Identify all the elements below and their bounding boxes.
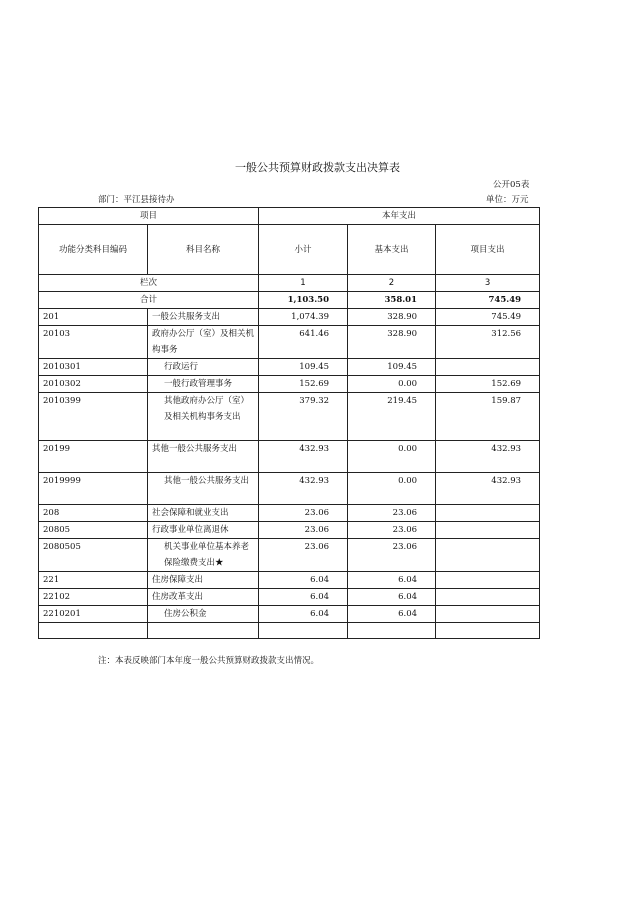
row-basic: 219.45 bbox=[348, 393, 436, 441]
header-project: 项目 bbox=[39, 208, 259, 225]
row-project: 432.93 bbox=[436, 473, 540, 505]
form-number: 公开05表 bbox=[493, 180, 530, 190]
unit-label: 单位：万元 bbox=[486, 195, 529, 205]
row-subtotal: 6.04 bbox=[259, 589, 348, 606]
row-subtotal: 152.69 bbox=[259, 376, 348, 393]
header-code: 功能分类科目编码 bbox=[39, 225, 148, 275]
row-subtotal: 23.06 bbox=[259, 522, 348, 539]
row-subtotal: 1,074.39 bbox=[259, 309, 348, 326]
empty-cell bbox=[348, 623, 436, 639]
row-subtotal: 432.93 bbox=[259, 441, 348, 473]
empty-cell bbox=[259, 623, 348, 639]
row-basic: 6.04 bbox=[348, 589, 436, 606]
row-name: 一般行政管理事务 bbox=[148, 376, 259, 393]
row-basic: 0.00 bbox=[348, 441, 436, 473]
empty-cell bbox=[148, 623, 259, 639]
table-row bbox=[39, 473, 540, 505]
row-code: 2010399 bbox=[39, 393, 148, 441]
row-code: 2080505 bbox=[39, 539, 148, 572]
row-name: 住房公积金 bbox=[148, 606, 259, 623]
total-project: 745.49 bbox=[436, 292, 540, 309]
row-name: 住房保障支出 bbox=[148, 572, 259, 589]
row-name: 住房改革支出 bbox=[148, 589, 259, 606]
table-row bbox=[39, 359, 540, 376]
row-name: 其他一般公共服务支出 bbox=[148, 473, 259, 505]
table-row bbox=[39, 572, 540, 589]
row-code: 2010301 bbox=[39, 359, 148, 376]
row-project bbox=[436, 359, 540, 376]
row-name: 社会保障和就业支出 bbox=[148, 505, 259, 522]
row-code: 22102 bbox=[39, 589, 148, 606]
row-name: 政府办公厅（室）及相关机构事务 bbox=[148, 326, 259, 359]
total-row bbox=[39, 292, 540, 309]
col-index-1: 1 bbox=[259, 275, 348, 292]
table-row bbox=[39, 522, 540, 539]
empty-row bbox=[39, 623, 540, 639]
header-basic: 基本支出 bbox=[348, 225, 436, 275]
row-basic: 6.04 bbox=[348, 572, 436, 589]
row-basic: 328.90 bbox=[348, 309, 436, 326]
row-project bbox=[436, 522, 540, 539]
header-name: 科目名称 bbox=[148, 225, 259, 275]
row-subtotal: 6.04 bbox=[259, 606, 348, 623]
expenditure-table bbox=[38, 207, 540, 639]
row-name: 机关事业单位基本养老保险缴费支出★ bbox=[148, 539, 259, 572]
row-code: 20805 bbox=[39, 522, 148, 539]
col-index-label: 栏次 bbox=[39, 275, 259, 292]
page-title: 一般公共预算财政拨款支出决算表 bbox=[235, 161, 400, 174]
row-subtotal: 23.06 bbox=[259, 505, 348, 522]
table-row bbox=[39, 309, 540, 326]
row-project: 159.87 bbox=[436, 393, 540, 441]
row-basic: 23.06 bbox=[348, 505, 436, 522]
table-row bbox=[39, 376, 540, 393]
row-project: 745.49 bbox=[436, 309, 540, 326]
header-project-exp: 项目支出 bbox=[436, 225, 540, 275]
row-project bbox=[436, 589, 540, 606]
col-index-2: 2 bbox=[348, 275, 436, 292]
header-current-year: 本年支出 bbox=[259, 208, 540, 225]
row-project bbox=[436, 505, 540, 522]
department-label: 部门：平江县接待办 bbox=[98, 195, 175, 205]
row-name: 行政事业单位离退休 bbox=[148, 522, 259, 539]
row-project bbox=[436, 539, 540, 572]
empty-cell bbox=[436, 623, 540, 639]
row-subtotal: 641.46 bbox=[259, 326, 348, 359]
table-row bbox=[39, 589, 540, 606]
row-code: 201 bbox=[39, 309, 148, 326]
row-project: 432.93 bbox=[436, 441, 540, 473]
row-code: 2019999 bbox=[39, 473, 148, 505]
row-subtotal: 109.45 bbox=[259, 359, 348, 376]
row-code: 2010302 bbox=[39, 376, 148, 393]
row-basic: 6.04 bbox=[348, 606, 436, 623]
table-row bbox=[39, 505, 540, 522]
table-row bbox=[39, 539, 540, 572]
row-basic: 23.06 bbox=[348, 522, 436, 539]
table-row bbox=[39, 393, 540, 441]
table-row bbox=[39, 606, 540, 623]
row-subtotal: 432.93 bbox=[259, 473, 348, 505]
row-name: 一般公共服务支出 bbox=[148, 309, 259, 326]
row-basic: 23.06 bbox=[348, 539, 436, 572]
table-row bbox=[39, 441, 540, 473]
total-basic: 358.01 bbox=[348, 292, 436, 309]
row-code: 20199 bbox=[39, 441, 148, 473]
row-subtotal: 379.32 bbox=[259, 393, 348, 441]
table-row bbox=[39, 326, 540, 359]
header-subtotal: 小计 bbox=[259, 225, 348, 275]
row-project: 152.69 bbox=[436, 376, 540, 393]
total-subtotal: 1,103.50 bbox=[259, 292, 348, 309]
row-name: 其他政府办公厅（室）及相关机构事务支出 bbox=[148, 393, 259, 441]
total-label: 合计 bbox=[39, 292, 259, 309]
row-project: 312.56 bbox=[436, 326, 540, 359]
row-basic: 109.45 bbox=[348, 359, 436, 376]
row-code: 208 bbox=[39, 505, 148, 522]
row-project bbox=[436, 606, 540, 623]
row-name: 行政运行 bbox=[148, 359, 259, 376]
row-code: 20103 bbox=[39, 326, 148, 359]
row-subtotal: 23.06 bbox=[259, 539, 348, 572]
row-name: 其他一般公共服务支出 bbox=[148, 441, 259, 473]
row-subtotal: 6.04 bbox=[259, 572, 348, 589]
footnote: 注：本表反映部门本年度一般公共预算财政拨款支出情况。 bbox=[98, 656, 320, 666]
row-code: 2210201 bbox=[39, 606, 148, 623]
row-basic: 0.00 bbox=[348, 376, 436, 393]
row-basic: 328.90 bbox=[348, 326, 436, 359]
row-project bbox=[436, 572, 540, 589]
row-basic: 0.00 bbox=[348, 473, 436, 505]
col-index-3: 3 bbox=[436, 275, 540, 292]
row-code: 221 bbox=[39, 572, 148, 589]
empty-cell bbox=[39, 623, 148, 639]
